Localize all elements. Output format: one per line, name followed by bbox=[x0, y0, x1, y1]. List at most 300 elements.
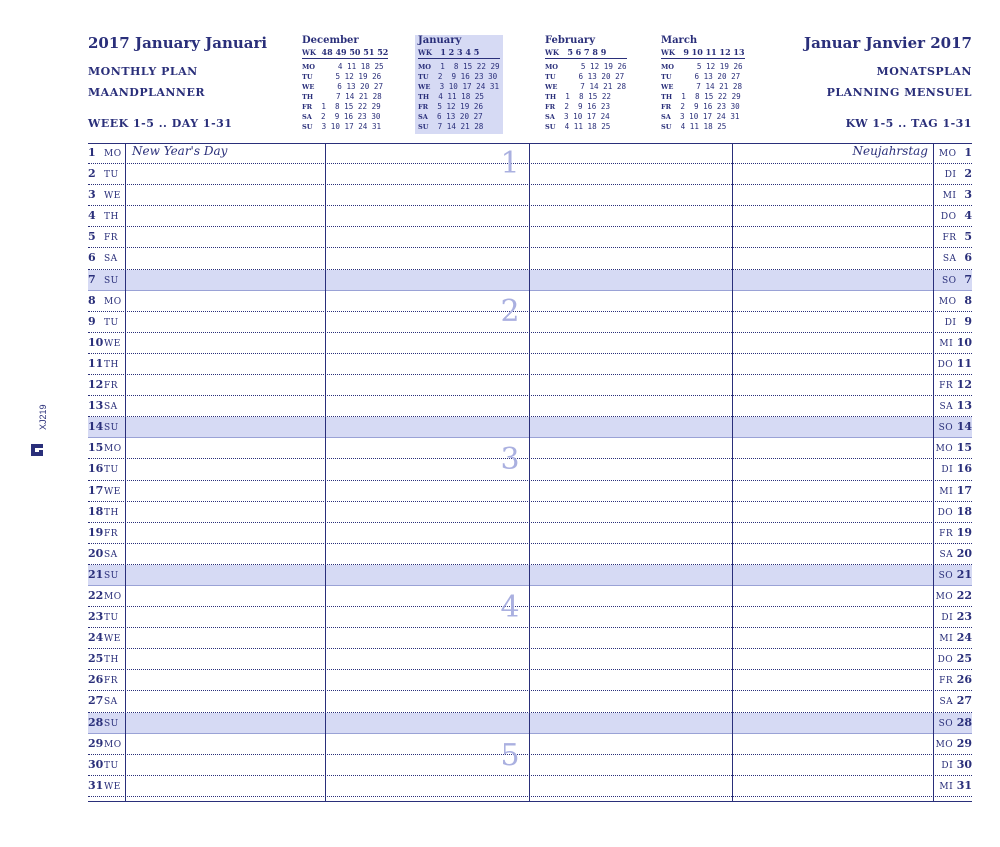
day-label-left bbox=[88, 273, 119, 286]
mini-calendar-weekday: MO bbox=[302, 63, 316, 71]
weekday-en: TU bbox=[104, 760, 119, 771]
day-label-right bbox=[939, 716, 972, 729]
day-label-left bbox=[88, 420, 119, 433]
day-label-left bbox=[88, 610, 119, 623]
mini-calendar-dates: 3 10 17 24 31 bbox=[675, 112, 740, 121]
day-label-left bbox=[88, 462, 119, 475]
mini-calendar-weekday: TU bbox=[302, 73, 313, 81]
day-label-left bbox=[88, 315, 119, 328]
mini-calendar-weekday: FR bbox=[545, 103, 556, 111]
weekday-de: DO bbox=[937, 655, 954, 666]
mini-calendar-month: February bbox=[545, 35, 596, 46]
mini-calendar-dates: 1 8 15 22 bbox=[560, 92, 612, 101]
weekday-de: FR bbox=[939, 381, 954, 392]
weekday-en: SA bbox=[104, 549, 118, 560]
mini-calendar-weekday: SU bbox=[661, 123, 672, 131]
mini-calendar-dates: 2 9 16 23 30 bbox=[433, 72, 498, 81]
day-label-right bbox=[942, 273, 972, 286]
day-label-right bbox=[939, 631, 972, 644]
week-number: 4 bbox=[500, 590, 520, 625]
weekday-de: SO bbox=[941, 275, 957, 286]
mini-calendar-weekday: TH bbox=[545, 93, 557, 101]
day-label-left bbox=[88, 694, 118, 707]
mini-calendar-month: December bbox=[302, 35, 359, 46]
mini-calendar-row bbox=[302, 122, 388, 132]
mini-calendar-row bbox=[661, 62, 745, 72]
mini-calendar-row bbox=[418, 72, 500, 82]
weekday-en: FR bbox=[104, 381, 119, 392]
mini-calendar-dates: 1 8 15 22 29 bbox=[316, 102, 381, 111]
mini-calendar-row bbox=[302, 112, 388, 122]
mini-calendar-row bbox=[302, 92, 388, 102]
day-label-right bbox=[943, 188, 972, 201]
mini-calendar-row bbox=[302, 102, 388, 112]
day-label-right bbox=[940, 399, 972, 412]
mini-calendar-dates: 5 12 19 26 bbox=[432, 102, 484, 111]
day-number: 31 bbox=[956, 778, 972, 792]
day-number: 30 bbox=[88, 757, 104, 771]
weekday-de: DO bbox=[940, 212, 957, 223]
weekday-en: WE bbox=[104, 338, 121, 349]
day-number: 26 bbox=[88, 673, 104, 687]
weekday-de: DO bbox=[937, 507, 954, 518]
day-number: 22 bbox=[88, 588, 104, 602]
mini-calendar-weekday: WE bbox=[418, 83, 431, 91]
day-row[interactable] bbox=[88, 691, 972, 712]
day-number: 24 bbox=[88, 631, 104, 645]
column-divider bbox=[933, 143, 934, 802]
weekday-de: FR bbox=[939, 676, 954, 687]
grid-bottom-border bbox=[88, 801, 972, 802]
mini-calendar-row bbox=[418, 112, 500, 122]
column-divider bbox=[125, 143, 126, 802]
weekday-en: WE bbox=[104, 191, 121, 202]
weekday-en: SA bbox=[104, 697, 118, 708]
day-row[interactable] bbox=[88, 544, 972, 565]
day-label-right bbox=[939, 294, 972, 307]
day-number: 30 bbox=[956, 757, 972, 771]
mini-calendar-weekday: MO bbox=[545, 63, 559, 71]
mini-calendar-weekday: WE bbox=[545, 83, 558, 91]
day-label-right bbox=[940, 547, 972, 560]
day-label-left bbox=[88, 505, 119, 518]
day-number: 10 bbox=[956, 335, 972, 349]
day-number: 13 bbox=[956, 399, 972, 413]
mini-calendar-dates: 5 12 19 26 bbox=[562, 62, 627, 71]
mini-calendar-row bbox=[418, 82, 500, 92]
mini-calendar-dates: 6 13 20 27 bbox=[319, 82, 384, 91]
mini-calendar-dates: 7 14 21 28 bbox=[317, 92, 382, 101]
day-number: 13 bbox=[88, 399, 104, 413]
mini-calendar-row bbox=[545, 62, 627, 72]
day-row[interactable] bbox=[88, 670, 972, 691]
weekday-de: SO bbox=[938, 570, 954, 581]
day-number: 26 bbox=[956, 673, 972, 687]
weekday-en: SA bbox=[104, 402, 118, 413]
plan-label-nl: MAANDPLANNER bbox=[88, 86, 206, 99]
mini-calendar-row bbox=[302, 82, 388, 92]
day-number: 10 bbox=[88, 335, 104, 349]
mini-calendar-weekday: FR bbox=[661, 103, 672, 111]
day-row[interactable] bbox=[88, 227, 972, 248]
mini-calendar-weeks: WK 48 49 50 51 52 bbox=[302, 47, 389, 57]
mini-calendar-row bbox=[302, 62, 388, 72]
day-label-right bbox=[938, 357, 972, 370]
day-row[interactable] bbox=[88, 396, 972, 417]
mini-calendar-row bbox=[418, 102, 500, 112]
day-label-right bbox=[943, 251, 972, 264]
day-row[interactable] bbox=[88, 143, 972, 164]
day-number: 14 bbox=[956, 420, 972, 434]
mini-calendar-weeks: WK 1 2 3 4 5 bbox=[418, 47, 500, 59]
day-row[interactable] bbox=[88, 354, 972, 375]
day-number: 6 bbox=[88, 251, 96, 265]
product-code: XJ219 bbox=[38, 404, 48, 430]
weekday-de: SA bbox=[939, 402, 954, 413]
mini-calendar-row bbox=[661, 82, 745, 92]
day-number: 17 bbox=[956, 483, 972, 497]
day-number: 4 bbox=[964, 209, 972, 223]
weekday-en: SU bbox=[104, 275, 119, 286]
weekday-en: TU bbox=[104, 170, 119, 181]
day-number: 20 bbox=[88, 546, 104, 560]
day-number: 27 bbox=[956, 694, 972, 708]
mini-calendar-dates: 4 11 18 25 bbox=[319, 62, 384, 71]
weekday-de: MI bbox=[942, 191, 957, 202]
page-title-right: Januar Janvier 2017 bbox=[803, 34, 972, 52]
day-number: 4 bbox=[88, 209, 96, 223]
day-number: 8 bbox=[964, 293, 972, 307]
day-label-left bbox=[88, 589, 122, 602]
weekday-de: DI bbox=[941, 465, 954, 476]
mini-calendar-dates: 5 12 19 26 bbox=[678, 62, 743, 71]
weekday-en: FR bbox=[104, 528, 119, 539]
mini-calendar-row bbox=[661, 92, 745, 102]
day-number: 16 bbox=[88, 462, 104, 476]
day-row[interactable] bbox=[88, 565, 972, 586]
day-label-right bbox=[939, 420, 972, 433]
weekday-de: DI bbox=[944, 170, 957, 181]
day-number: 7 bbox=[964, 272, 972, 286]
day-row[interactable] bbox=[88, 438, 972, 459]
week-range-right: KW 1-5 .. TAG 1-31 bbox=[845, 117, 972, 130]
mini-calendar-dates: 3 10 17 24 31 bbox=[435, 82, 500, 91]
mini-calendar-dates: 7 14 21 28 bbox=[678, 82, 743, 91]
day-number: 11 bbox=[88, 356, 104, 370]
mini-calendar-dates: 1 8 15 22 29 bbox=[676, 92, 741, 101]
weekday-de: MI bbox=[939, 634, 954, 645]
day-number: 21 bbox=[956, 567, 972, 581]
week-number: 2 bbox=[500, 294, 520, 329]
mini-calendar-weekday: SA bbox=[418, 113, 428, 121]
weekday-en: WE bbox=[104, 486, 121, 497]
mini-calendar-month: March bbox=[661, 35, 698, 46]
day-row[interactable] bbox=[88, 417, 972, 438]
mini-calendar-row bbox=[545, 112, 627, 122]
mini-calendar-weekday: TH bbox=[302, 93, 314, 101]
day-row[interactable] bbox=[88, 375, 972, 396]
mini-calendar-row bbox=[661, 72, 745, 82]
day-label-left bbox=[88, 167, 119, 180]
day-row[interactable] bbox=[88, 248, 972, 269]
mini-calendar-row bbox=[661, 122, 745, 132]
mini-calendar-dates: 4 11 18 25 bbox=[560, 122, 611, 131]
day-label-left bbox=[88, 758, 119, 771]
day-row[interactable] bbox=[88, 734, 972, 755]
mini-calendar-dates: 6 13 20 27 bbox=[676, 72, 741, 81]
day-number: 27 bbox=[88, 694, 104, 708]
week-number: 3 bbox=[500, 442, 520, 477]
weekday-en: TU bbox=[104, 317, 119, 328]
mini-calendar-weekday: SA bbox=[661, 113, 671, 121]
day-label-left bbox=[88, 251, 118, 264]
day-number: 17 bbox=[88, 483, 104, 497]
day-label-left bbox=[88, 547, 118, 560]
day-label-right bbox=[938, 652, 972, 665]
mini-calendar-grid bbox=[661, 62, 745, 132]
weekday-de: SO bbox=[938, 423, 954, 434]
day-number: 1 bbox=[88, 146, 96, 159]
day-label-left bbox=[88, 652, 119, 665]
weekday-en: MO bbox=[104, 444, 122, 455]
mini-calendar-grid bbox=[545, 62, 627, 132]
day-label-right bbox=[941, 209, 972, 222]
mini-calendar-weekday: SU bbox=[302, 123, 313, 131]
mini-calendar-weekday: TH bbox=[661, 93, 673, 101]
weekday-de: SA bbox=[939, 697, 954, 708]
weekday-en: TH bbox=[104, 212, 119, 223]
mini-calendar-weekday: MO bbox=[661, 63, 675, 71]
day-number: 28 bbox=[956, 715, 972, 729]
week-number: 1 bbox=[500, 146, 520, 181]
mini-calendar-row bbox=[545, 72, 627, 82]
day-label-left bbox=[88, 631, 121, 644]
weekday-de: MI bbox=[939, 338, 954, 349]
weekday-de: FR bbox=[942, 233, 957, 244]
weekday-de: MI bbox=[939, 486, 954, 497]
day-number: 15 bbox=[88, 441, 104, 455]
weekday-de: SO bbox=[938, 718, 954, 729]
day-number: 19 bbox=[956, 525, 972, 539]
mini-calendar-weekday: TU bbox=[661, 73, 672, 81]
mini-calendar-grid bbox=[418, 62, 500, 132]
weekday-en: SU bbox=[104, 718, 119, 729]
mini-calendar-weeks: WK 9 10 11 12 13 bbox=[661, 47, 745, 57]
holiday-label-de: Neujahrstag bbox=[852, 144, 928, 158]
day-row[interactable] bbox=[88, 523, 972, 544]
mini-calendar-dates: 1 8 15 22 29 bbox=[435, 62, 500, 71]
day-number: 9 bbox=[88, 314, 96, 328]
brand-logo-icon bbox=[30, 442, 44, 458]
day-number: 29 bbox=[88, 736, 104, 750]
day-label-right bbox=[939, 484, 972, 497]
weekday-de: DI bbox=[944, 317, 957, 328]
day-label-left bbox=[88, 336, 121, 349]
day-number: 16 bbox=[956, 462, 972, 476]
mini-calendar-row bbox=[418, 62, 500, 72]
week-range-left: WEEK 1-5 .. DAY 1-31 bbox=[88, 117, 233, 130]
day-row[interactable] bbox=[88, 649, 972, 670]
weekday-en: SA bbox=[104, 254, 118, 265]
mini-calendar-dates: 3 10 17 24 31 bbox=[317, 122, 382, 131]
day-row[interactable] bbox=[88, 270, 972, 291]
day-number: 31 bbox=[88, 778, 104, 792]
mini-calendar-weekday: MO bbox=[418, 63, 432, 71]
day-row[interactable] bbox=[88, 755, 972, 776]
day-label-right bbox=[940, 694, 972, 707]
day-label-left bbox=[88, 779, 121, 792]
day-number: 19 bbox=[88, 525, 104, 539]
day-label-left bbox=[88, 399, 118, 412]
weekday-de: DI bbox=[941, 760, 954, 771]
mini-calendar-month: January bbox=[418, 35, 462, 46]
day-row[interactable] bbox=[88, 713, 972, 734]
day-row[interactable] bbox=[88, 628, 972, 649]
day-number: 23 bbox=[88, 610, 104, 624]
day-number: 6 bbox=[964, 251, 972, 265]
header-right bbox=[752, 34, 972, 130]
weekday-de: DO bbox=[937, 359, 954, 370]
day-number: 7 bbox=[88, 272, 96, 286]
mini-calendar-dates: 4 11 18 25 bbox=[433, 92, 485, 101]
day-number: 29 bbox=[956, 736, 972, 750]
day-label-right bbox=[939, 336, 972, 349]
day-number: 14 bbox=[88, 420, 104, 434]
day-label-left bbox=[88, 188, 121, 201]
day-label-left bbox=[88, 230, 118, 243]
mini-calendar-dates: 7 14 21 28 bbox=[562, 82, 627, 91]
weekday-de: MO bbox=[935, 444, 954, 455]
mini-calendar-grid bbox=[302, 62, 388, 132]
mini-calendar-march bbox=[661, 35, 745, 132]
day-row[interactable] bbox=[88, 206, 972, 227]
day-number: 28 bbox=[88, 715, 104, 729]
day-row[interactable] bbox=[88, 333, 972, 354]
day-number: 2 bbox=[964, 167, 972, 181]
weekday-de: MI bbox=[939, 781, 954, 792]
column-divider bbox=[529, 143, 530, 802]
day-row[interactable] bbox=[88, 312, 972, 333]
mini-calendar-january bbox=[415, 35, 503, 134]
day-label-right bbox=[941, 462, 972, 475]
mini-calendar-dates: 6 13 20 27 bbox=[432, 112, 483, 121]
day-label-left bbox=[88, 209, 119, 222]
day-number: 5 bbox=[964, 230, 972, 244]
day-label-left bbox=[88, 526, 118, 539]
mini-calendar-dates: 5 12 19 26 bbox=[317, 72, 382, 81]
mini-calendar-row bbox=[302, 72, 388, 82]
day-grid bbox=[88, 143, 972, 797]
day-number: 12 bbox=[88, 378, 104, 392]
weekday-en: WE bbox=[104, 781, 121, 792]
weekday-en: TU bbox=[104, 465, 119, 476]
day-row[interactable] bbox=[88, 776, 972, 797]
day-row[interactable] bbox=[88, 481, 972, 502]
day-number: 25 bbox=[956, 652, 972, 666]
weekday-en: FR bbox=[104, 233, 119, 244]
weekday-de: DI bbox=[941, 613, 954, 624]
day-label-right bbox=[939, 568, 972, 581]
mini-calendar-row bbox=[545, 92, 627, 102]
day-label-left bbox=[88, 357, 119, 370]
weekday-de: MO bbox=[935, 739, 954, 750]
day-label-right bbox=[939, 673, 972, 686]
day-label-right bbox=[939, 146, 972, 159]
day-label-right bbox=[941, 610, 972, 623]
plan-label-de: MONATSPLAN bbox=[876, 65, 972, 78]
mini-calendar-weekday: TH bbox=[418, 93, 430, 101]
day-label-left bbox=[88, 737, 122, 750]
mini-calendar-december bbox=[302, 35, 388, 132]
day-row[interactable] bbox=[88, 164, 972, 185]
holiday-label-en: New Year's Day bbox=[132, 144, 228, 158]
day-label-left bbox=[88, 146, 122, 159]
day-row[interactable] bbox=[88, 607, 972, 628]
mini-calendar-row bbox=[545, 102, 627, 112]
mini-calendar-weekday: SU bbox=[545, 123, 556, 131]
day-label-left bbox=[88, 484, 121, 497]
mini-calendar-dates: 2 9 16 23 30 bbox=[675, 102, 740, 111]
mini-calendar-weekday: TU bbox=[545, 73, 556, 81]
day-label-right bbox=[941, 758, 972, 771]
mini-calendar-dates: 2 9 16 23 bbox=[559, 102, 611, 111]
weekday-en: WE bbox=[104, 634, 121, 645]
day-label-right bbox=[936, 441, 972, 454]
week-number: 5 bbox=[500, 738, 520, 773]
day-label-right bbox=[939, 526, 972, 539]
mini-calendar-dates: 4 11 18 25 bbox=[676, 122, 727, 131]
mini-calendar-weekday: FR bbox=[302, 103, 313, 111]
day-number: 11 bbox=[956, 356, 972, 370]
side-branding bbox=[16, 400, 56, 470]
header-left bbox=[88, 34, 288, 130]
day-row[interactable] bbox=[88, 291, 972, 312]
weekday-de: MO bbox=[935, 591, 954, 602]
day-label-left bbox=[88, 673, 118, 686]
weekday-en: SU bbox=[104, 423, 119, 434]
weekday-de: SA bbox=[942, 254, 957, 265]
day-label-right bbox=[939, 378, 972, 391]
mini-calendar-row bbox=[545, 82, 627, 92]
day-row[interactable] bbox=[88, 459, 972, 480]
mini-calendar-row bbox=[418, 122, 500, 132]
day-row[interactable] bbox=[88, 185, 972, 206]
day-number: 20 bbox=[956, 546, 972, 560]
day-label-left bbox=[88, 441, 122, 454]
day-row[interactable] bbox=[88, 586, 972, 607]
day-number: 12 bbox=[956, 378, 972, 392]
mini-calendar-weeks: WK 5 6 7 8 9 bbox=[545, 47, 627, 59]
day-label-right bbox=[936, 589, 972, 602]
day-label-left bbox=[88, 568, 119, 581]
plan-label-fr: PLANNING MENSUEL bbox=[826, 86, 972, 99]
column-divider bbox=[325, 143, 326, 802]
day-number: 3 bbox=[964, 188, 972, 202]
day-label-left bbox=[88, 294, 122, 307]
mini-calendar-weekday: WE bbox=[302, 83, 315, 91]
day-label-right bbox=[936, 737, 972, 750]
day-label-right bbox=[945, 315, 972, 328]
weekday-en: SU bbox=[104, 570, 119, 581]
mini-calendar-dates: 6 13 20 27 bbox=[560, 72, 625, 81]
day-number: 21 bbox=[88, 567, 104, 581]
day-row[interactable] bbox=[88, 502, 972, 523]
mini-calendar-row bbox=[545, 122, 627, 132]
mini-calendar-weekday: SU bbox=[418, 123, 429, 131]
weekday-de: MO bbox=[938, 149, 957, 159]
day-number: 3 bbox=[88, 188, 96, 202]
mini-calendar-row bbox=[661, 102, 745, 112]
